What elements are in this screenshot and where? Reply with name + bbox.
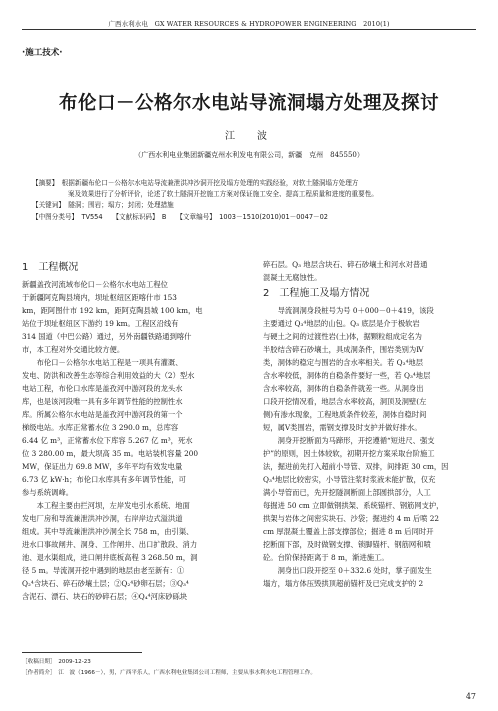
body-text-line: 布伦口－公格尔水电站工程是一项具有灌溉、 [22, 358, 183, 367]
body-text-line: 本工程主要由拦河坝，左岸发电引水系统、地面 [22, 501, 190, 510]
author-name: 江 波 [225, 131, 273, 142]
body-text-line: cm 厚混凝土覆盖上部支撑部位；掘进 8 m 后同时开 [263, 527, 434, 536]
body-text-line: 满小导管而已，先开挖隧洞断面上部圆拱部分，人工 [263, 488, 431, 497]
body-text-line: 口段开挖情况看，地层含水率较高，洞顶及洞壁(左 [263, 397, 427, 406]
body-text-line: 发电、防洪和改善生态等综合利用效益的大（2）型水 [22, 371, 195, 380]
right-column [263, 258, 473, 590]
body-text-line: 组成。其中导流兼泄洪冲沙洞全长 758 m，由引渠、 [22, 527, 194, 536]
body-text-line: 发电厂房和导流兼泄洪冲沙洞，右岸岸边式溢洪道 [22, 514, 183, 523]
section-1-heading: 1 工程概况 [22, 262, 79, 273]
body-text-line: 主要通过 Q₃⁴地层的山包。Q₃ 底层是介于极软岩 [263, 319, 420, 328]
page-number: 47 [465, 692, 476, 701]
body-text-line: 侧)有渗水现象，工程地质条件较差，洞体自稳时间 [263, 410, 427, 419]
body-text-line: 半胶结含碎石砂壤土，具成洞条件，围岩类别为Ⅳ [263, 345, 424, 354]
body-text-line: 含泥石、漂石、块石的砂碎石层；④Q₄⁴河床砂砾块 [22, 592, 188, 601]
body-text-line: 池、退水渠组成，进口闸井底板高程 3 268.50 m，洞 [22, 553, 198, 562]
body-text-line: 参与系统调峰。 [22, 488, 74, 497]
body-text-line: 法，掘进前先打入超前小导管、双排，间排距 30 cm，因 [263, 462, 449, 471]
body-text-line: 库，也是该河段唯一具有多年调节性能的控制性水 [22, 397, 183, 406]
section-2-heading: 2 工程施工及塌方情况 [263, 288, 370, 299]
body-text-line: 6.73 亿 kW·h；布伦口水库具有多年调节性能，可 [22, 475, 186, 484]
body-text-line: Q₃⁴地层比较密实，小导管注浆时浆液未能扩散，仅充 [263, 475, 436, 484]
body-text-line: 含水率较高，洞体的自稳条件就差一些。从洞身出 [263, 384, 424, 393]
footnote-author-bio: ［作者简介］ 江 波（1966－），男，广西平乐人，广西水利电业集团公司工程师，主要从事水利水电工程管理工作。 [22, 670, 316, 676]
body-text-line: 洞身开挖断面为马蹄形，开挖遵循“短进尺、强支 [263, 436, 435, 445]
body-text-line: 短，属Ⅴ类围岩，需钢支撑及时支护并做好排水。 [263, 423, 422, 432]
body-text-line: 于新疆阿克陶县境内，坝址枢纽区距喀什市 153 [22, 293, 177, 302]
abstract-line: 案及效果进行了分析评价，论述了软土隧洞开挖施工方案对保证施工安全、提高工程质量和进度的重要性。 [68, 190, 378, 199]
body-text-line: 含水率较低，洞体的自稳条件要好一些，若 Q₃⁴地层 [263, 371, 431, 380]
author-affiliation: （广西水利电业集团新疆克州水利发电有限公司，新疆 克州 845550） [134, 151, 364, 159]
body-text-line: 位 3 280.00 m，最大坝高 35 m。电站装机容量 200 [22, 449, 199, 458]
body-text-line: 拱架与岩体之间密实块石、沙袋；掘进约 4 m 后喷 22 [263, 514, 440, 523]
body-text-line: 314 国道（中巴公路）通过，另外南疆铁路通到喀什 [22, 332, 192, 341]
running-header: 广西水利水电 GX WATER RESOURCES & HYDROPOWER ENGINEERING 2010(1) [108, 20, 390, 28]
article-title: 布伦口－公格尔水电站导流洞塌方处理及探讨 [58, 93, 439, 114]
body-text-line: 混凝土无腐蚀性。 [263, 273, 322, 282]
body-text-line: 新疆盖孜河流域布伦口－公格尔水电站工程位 [22, 280, 168, 289]
classification-line: 【中图分类号】 TV554 【文献标识码】 B 【文章编号】 1003－1510(2010)01－0047－02 [32, 212, 329, 221]
body-text-line: 站位于坝址枢纽区下游约 19 km。工程区沿线有 [22, 319, 179, 328]
body-text-line: 每掘进 50 cm 立即做钢拱架、系统锚杆、钢筋网支护， [263, 501, 444, 510]
header-divider [22, 29, 476, 30]
keywords-line: 【关键词】 隧洞；围岩；塌方；封闭；处理措施 [32, 201, 174, 210]
body-text-line: 梯级电站。水库正常蓄水位 3 290.0 m，总库容 [22, 423, 179, 432]
body-text-line: 导流洞洞身段桩号为号 0＋000－0＋419，该段 [263, 306, 434, 315]
left-column [22, 258, 232, 603]
body-text-line: 电站工程，布伦口水库是盖孜河中游河段的龙头水 [22, 384, 183, 393]
body-text-line: 市，本工程对外交通比较方便。 [22, 345, 125, 354]
footnote-divider [22, 652, 142, 653]
body-text-line: 砼。台阶保持距离于 8 m，渐进施工。 [263, 553, 389, 562]
body-text-line: 护”的原则，因土体较软，初期开挖方案采取台阶施工 [263, 449, 435, 458]
body-text-line: Q₂⁴含块石、碎石砂壤土层；②Q₂⁴砂卵石层；③Q₃⁴ [22, 579, 189, 588]
body-text-line: km，距阿图什市 192 km，距阿克陶县城 100 km，电 [22, 306, 203, 315]
body-text-line: 塌方，塌方体压毁拱顶超前锚杆及已完成支护的 2 [263, 579, 424, 588]
abstract-block [32, 178, 462, 223]
body-text-line: 6.44 亿 m³，正常蓄水位下库容 5.267 亿 m³，死水 [22, 436, 193, 445]
section-tag: ·施工技术· [22, 48, 63, 58]
body-text-line: MW，保证出力 69.8 MW，多年平均有效发电量 [22, 462, 183, 471]
body-text-line: 进水口事故闸井、洞身、工作闸井、出口扩散段、消力 [22, 540, 198, 549]
body-text-line: 碎石层。Q₃ 地层含块石、碎石砂壤土和河水对普通 [263, 260, 428, 269]
body-text-line: 与硬土之间的过渡性岩(土)体，据颗粒组成定名为 [263, 332, 422, 341]
body-text-line: 径 5 m。导流洞开挖中遇到的地层由老至新有：① [22, 566, 185, 575]
footnote-received: ［收稿日期］ 2009-12-23 [22, 659, 91, 665]
body-text-line: 挖断面下部，及时做钢支撑、锁脚锚杆、钢筋网和喷 [263, 540, 431, 549]
abstract-line: 【摘要】 根据新疆布伦口－公格尔水电站导流兼泄洪冲沙洞开挖及塌方处理的实践经验，对软土隧洞塌方处理方 [32, 179, 359, 187]
body-text-line: 类，洞体的稳定与围岩的含水率相关。若 Q₃⁴地层 [263, 358, 424, 367]
body-text-line: 洞身出口段开挖至 0＋332.6 处时，掌子面发生 [263, 566, 432, 575]
body-text-line: 库。所属公格尔水电站是盖孜河中游河段的第一个 [22, 410, 183, 419]
